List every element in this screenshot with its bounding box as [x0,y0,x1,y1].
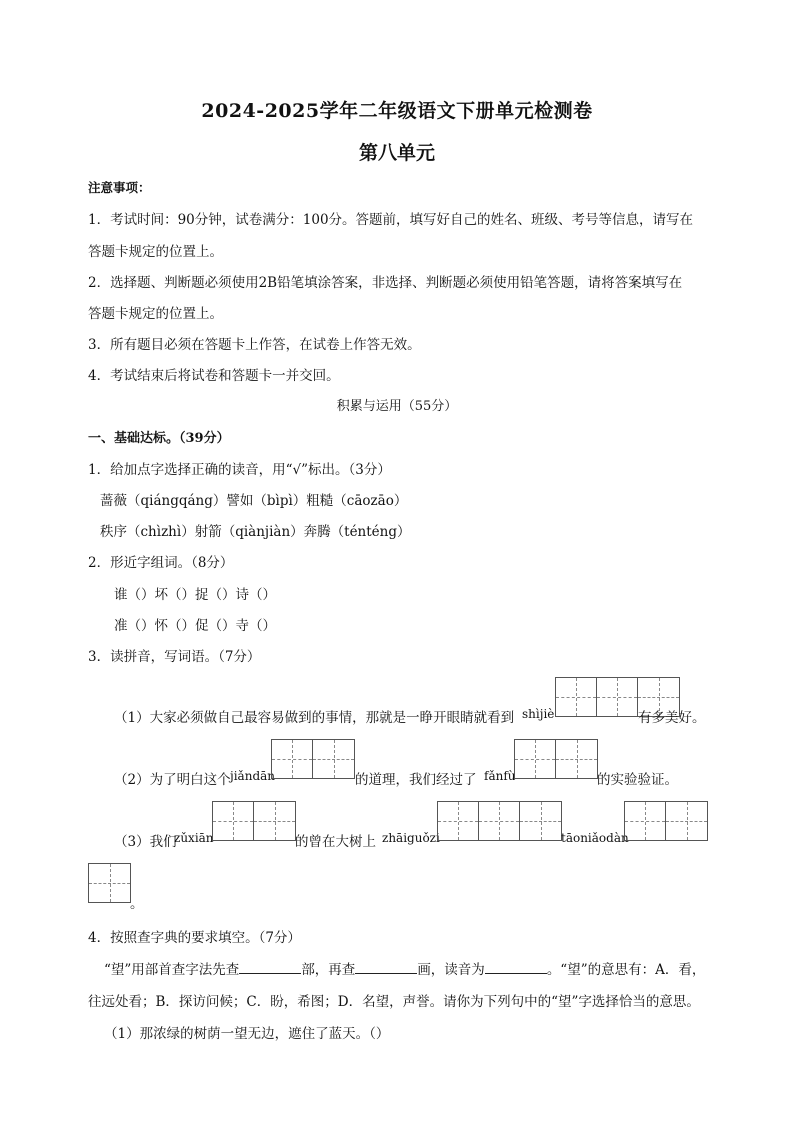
q3-s2-pinyin-1: jiǎndān [230,769,276,783]
unit-subtitle: 第八单元 [358,142,435,164]
section-heading: 一、基础达标。（39分） [88,431,230,446]
q3-s1-tail: 有多美好。 [638,710,706,726]
q4-stem: 4．按照查字典的要求填空。（7分） [88,930,301,946]
part-title: 积累与运用（55分） [336,399,458,414]
q3-s1-pinyin: shìjiè [522,707,555,721]
writing-cell[interactable] [89,864,130,902]
q4-text-c: 画，读音为 [417,962,485,978]
q4-text-d: 。“望”的意思有：A．看， [546,962,706,978]
q3-s3-writing-grid-3-cont[interactable] [88,863,131,903]
q4-paragraph-line-1 [104,958,705,978]
writing-cell[interactable] [213,802,254,840]
q2-line-1: 谁（）坏（）捉（）诗（） [114,587,276,603]
q3-s3-period: 。 [130,896,144,912]
q4-text-b: 部，再查 [301,962,356,978]
q3-s1-text: （1）大家必须做自己最容易做到的事情，那就是一睁开眼睛就看到 [114,710,515,726]
notice-item-4: 4．考试结束后将试卷和答题卡一并交回。 [88,368,340,384]
q3-s2-pinyin-2: fǎnfù [484,769,516,783]
notice-heading: 注意事项： [88,180,151,195]
answer-blank-strokes[interactable] [355,961,417,974]
q4-text-a: “望”用部首查字法先查 [104,962,240,978]
q3-s2-writing-grid-1[interactable] [271,739,355,779]
q4-sentence-1: （1）那浓绿的树荫一望无边，遮住了蓝天。（） [104,1026,390,1042]
notice-item-2a: 2．选择题、判断题必须使用2B铅笔填涂答案，非选择、判断题必须使用铅笔答题，请将答案填写在 [88,275,683,291]
q4-paragraph-line-2: 往远处看；B．探访问候；C．盼，希图；D．名望，声誉。请你为下列句中的“望”字选择恰当的意思。 [88,994,700,1010]
writing-cell[interactable] [556,678,597,716]
writing-cell[interactable] [272,740,313,778]
q3-s3-pinyin-1: zǔxiān [174,831,214,845]
q3-s3-writing-grid-3[interactable] [624,801,708,841]
q3-s3-text-b: 的曾在大树上 [295,834,376,850]
q3-s3-writing-grid-1[interactable] [212,801,296,841]
notice-item-1b: 答题卡规定的位置上。 [88,244,223,260]
writing-cell[interactable] [597,678,638,716]
q3-s2-text-b: 的道理，我们经过了 [355,772,477,788]
writing-cell[interactable] [625,802,666,840]
writing-cell[interactable] [438,802,479,840]
q1-line-1: 蔷薇（qiángqáng）譬如（bìpì）粗糙（cāozāo） [100,493,408,509]
q3-stem: 3．读拼音，写词语。（7分） [88,649,261,665]
q2-line-2: 准（）怀（）促（）寺（） [114,618,276,634]
q3-s3-writing-grid-2[interactable] [437,801,562,841]
writing-cell[interactable] [254,802,295,840]
writing-cell[interactable] [556,740,597,778]
writing-cell[interactable] [313,740,354,778]
answer-blank-radical[interactable] [239,961,301,974]
notice-item-3: 3．所有题目必须在答题卡上作答，在试卷上作答无效。 [88,337,421,353]
q3-s3-text-a: （3）我们 [114,834,177,850]
writing-cell[interactable] [666,802,707,840]
q1-line-2: 秩序（chìzhì）射箭（qiànjiàn）奔腾（ténténg） [100,524,411,540]
q1-stem: 1．给加点字选择正确的读音，用“√”标出。（3分） [88,462,391,478]
notice-item-1a: 1．考试时间：90分钟，试卷满分：100分。答题前，填写好自己的姓名、班级、考号等信息，请写在 [88,212,694,228]
writing-cell[interactable] [520,802,561,840]
q3-s3-pinyin-2: zhāiguǒzi [382,831,440,845]
notice-item-2b: 答题卡规定的位置上。 [88,306,223,322]
exam-title: 2024-2025学年二年级语文下册单元检测卷 [201,100,593,122]
q2-stem: 2．形近字组词。（8分） [88,555,234,571]
q3-s2-tail: 的实验验证。 [597,772,678,788]
writing-cell[interactable] [515,740,556,778]
q3-s2-text-a: （2）为了明白这个 [114,772,231,788]
answer-blank-pinyin[interactable] [485,961,547,974]
q3-s2-writing-grid-2[interactable] [514,739,598,779]
writing-cell[interactable] [479,802,520,840]
q3-s3-pinyin-3: tāoniǎodàn [561,831,629,845]
